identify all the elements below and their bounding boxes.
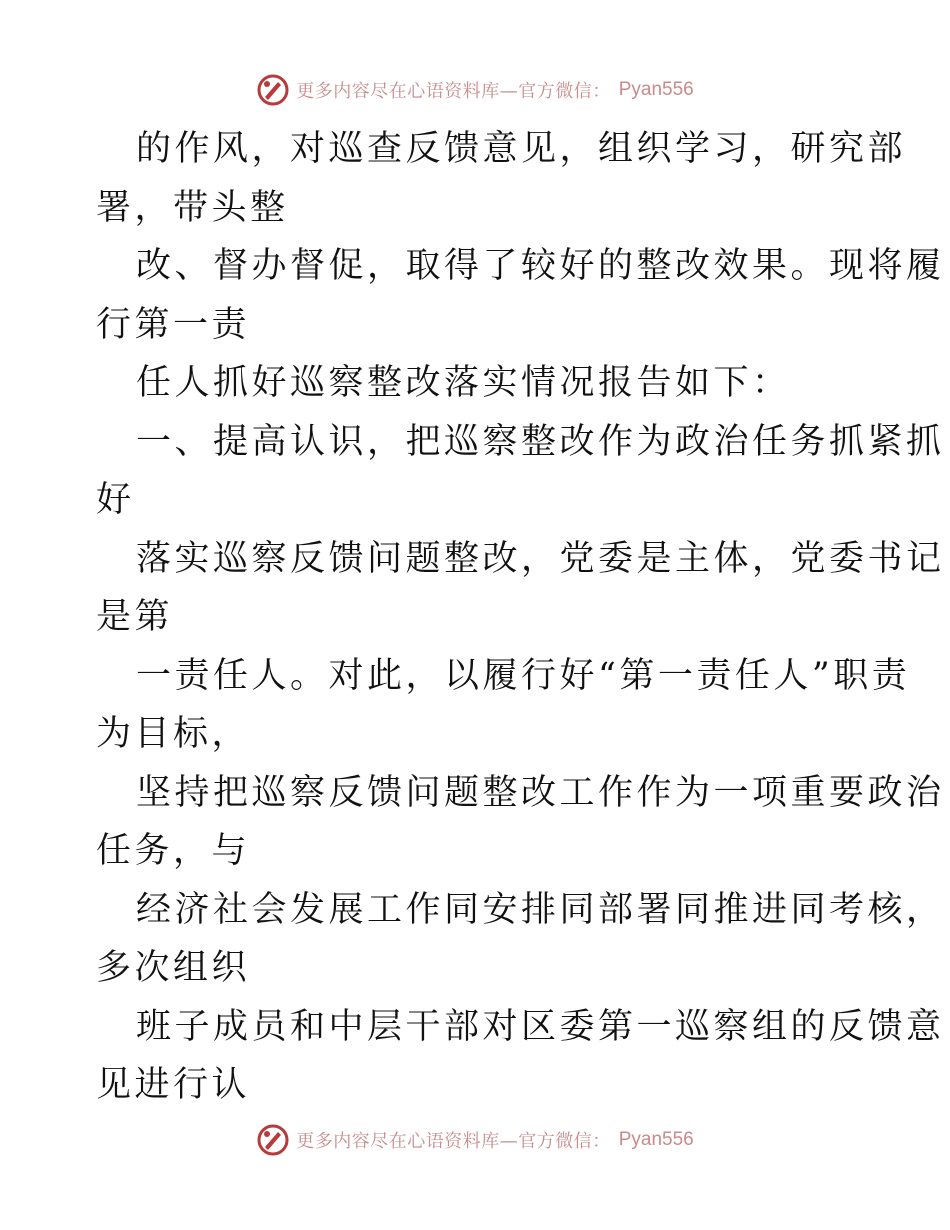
text-line: 一责任人。对此，以履行好“第一责任人”职责 xyxy=(136,655,911,696)
watermark-text: 更多内容尽在心语资料库—官方微信： xyxy=(296,1131,611,1152)
text-line: 坚持把巡察反馈问题整改工作作为一项重要政治 xyxy=(136,772,945,813)
text-line: 见进行认 xyxy=(96,1065,251,1105)
watermark-wechat-id: Pyan556 xyxy=(618,79,694,100)
text-line: 行第一责 xyxy=(96,304,251,345)
text-line: 好 xyxy=(96,480,135,520)
footer-watermark xyxy=(0,1120,950,1160)
text-line: 一、提高认识，把巡察整改作为政治任务抓紧抓 xyxy=(136,421,945,462)
text-line: 改、督办督促，取得了较好的整改效果。现将履 xyxy=(136,246,945,286)
text-line: 多次组织 xyxy=(96,948,251,988)
watermark-wechat-id: Pyan556 xyxy=(618,1129,694,1150)
header-watermark xyxy=(0,70,950,110)
text-line: 的作风，对巡查反馈意见，组织学习，研究部 xyxy=(136,129,907,169)
text-line: 为目标， xyxy=(96,714,251,754)
text-line: 任人抓好巡察整改落实情况报告如下： xyxy=(136,363,791,403)
text-line: 是第 xyxy=(96,597,174,637)
brand-logo-icon xyxy=(256,73,290,107)
document-body xyxy=(96,120,945,1115)
brand-logo-icon xyxy=(256,1123,290,1157)
text-line: 落实巡察反馈问题整改，党委是主体，党委书记 xyxy=(136,538,945,579)
text-line: 任务，与 xyxy=(96,831,251,871)
text-line: 署，带头整 xyxy=(96,187,289,228)
text-line: 经济社会发展工作同安排同部署同推进同考核， xyxy=(136,889,945,930)
text-line: 班子成员和中层干部对区委第一巡察组的反馈意 xyxy=(136,1006,945,1047)
watermark-text: 更多内容尽在心语资料库—官方微信： xyxy=(296,81,611,102)
